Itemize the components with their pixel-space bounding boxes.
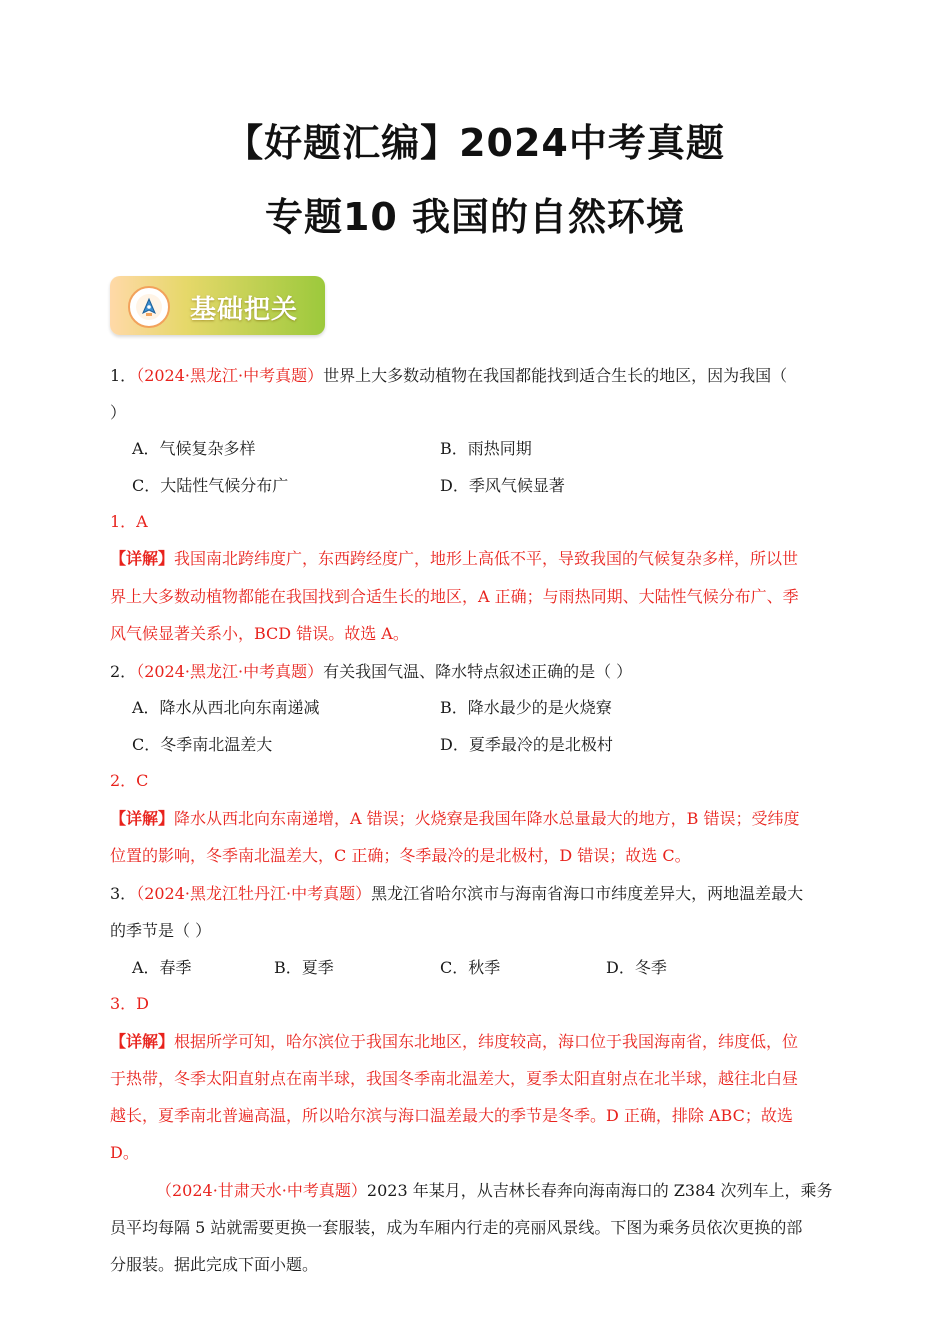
question-group-4-line-3: 分服装。据此完成下面小题。	[110, 1255, 319, 1274]
section-badge	[110, 276, 325, 335]
question-text: 有关我国气温、降水特点叙述正确的是（ ）	[323, 662, 633, 681]
page-subtitle: 专题10 我国的自然环境	[264, 195, 686, 239]
question-group-4-line-1: （2024·甘肃天水·中考真题）2023 年某月，从吉林长春奔向海南海口的 Z384 次列车上，乘务	[156, 1181, 833, 1200]
explanation-1-line-2: 界上大多数动植物都能在我国找到合适生长的地区，A 正确；与雨热同期、大陆性气候分布广、季	[110, 587, 799, 606]
option-b: B．夏季	[274, 958, 334, 977]
question-3-stem-end: 的季节是（ ）	[110, 921, 212, 940]
question-2-stem	[110, 662, 632, 682]
option-b: B．雨热同期	[440, 439, 532, 458]
option-c: C．冬季南北温差大	[132, 735, 273, 754]
question-text: 黑龙江省哈尔滨市与海南省海口市纬度差异大，两地温差最大	[371, 884, 804, 903]
question-number: 2．	[110, 662, 137, 681]
option-d: D．季风气候显著	[440, 476, 565, 495]
option-a: A．气候复杂多样	[132, 439, 256, 458]
option-c: C．秋季	[440, 958, 501, 977]
question-source: （2024·甘肃天水·中考真题）	[156, 1181, 367, 1200]
option-a: A．春季	[132, 958, 192, 977]
answer-1: 1．A	[110, 512, 148, 531]
pen-nib-icon	[128, 286, 170, 328]
section-badge-label: 基础把关	[190, 295, 299, 325]
question-text: 世界上大多数动植物在我国都能找到适合生长的地区，因为我国（	[323, 366, 788, 385]
option-b: B．降水最少的是火烧寮	[440, 698, 612, 717]
question-3-stem	[110, 884, 803, 904]
option-d: D．夏季最冷的是北极村	[440, 735, 613, 754]
answer-3: 3．D	[110, 994, 150, 1013]
explanation-3-line-2: 于热带，冬季太阳直射点在南半球，我国冬季南北温差大，夏季太阳直射点在北半球，越往北白昼	[110, 1069, 799, 1088]
explanation-3-line-1: 【详解】根据所学可知，哈尔滨位于我国东北地区，纬度较高，海口位于我国海南省，纬度低，位	[110, 1032, 799, 1051]
explanation-2-line-1: 【详解】降水从西北向东南递增，A 错误；火烧寮是我国年降水总量最大的地方，B 错误；受纬度	[110, 809, 800, 828]
explanation-3-line-3: 越长，夏季南北普遍高温，所以哈尔滨与海口温差最大的季节是冬季。D 正确，排除 ABC；故选	[110, 1106, 793, 1125]
page-title: 【好题汇编】2024中考真题	[225, 121, 725, 165]
explanation-3-line-4: D。	[110, 1143, 139, 1162]
question-1-stem	[110, 366, 787, 386]
question-1-stem-end: ）	[110, 403, 127, 422]
explanation-1-line-1: 【详解】我国南北跨纬度广，东西跨经度广，地形上高低不平，导致我国的气候复杂多样，所以世	[110, 549, 799, 568]
explanation-2-line-2: 位置的影响，冬季南北温差大，C 正确；冬季最冷的是北极村，D 错误；故选 C。	[110, 846, 691, 865]
question-source: （2024·黑龙江·中考真题）	[136, 662, 324, 681]
answer-2: 2．C	[110, 771, 149, 790]
explanation-1-line-3: 风气候显著关系小，BCD 错误。故选 A。	[110, 624, 409, 643]
option-c: C．大陆性气候分布广	[132, 476, 289, 495]
option-a: A．降水从西北向东南递减	[132, 698, 320, 717]
question-source: （2024·黑龙江牡丹江·中考真题）	[136, 884, 372, 903]
question-group-4-line-2: 员平均每隔 5 站就需要更换一套服装，成为车厢内行走的亮丽风景线。下图为乘务员依次更换的部	[110, 1218, 803, 1237]
question-number: 3．	[110, 884, 137, 903]
question-source: （2024·黑龙江·中考真题）	[136, 366, 324, 385]
question-number: 1．	[110, 366, 137, 385]
option-d: D．冬季	[606, 958, 667, 977]
